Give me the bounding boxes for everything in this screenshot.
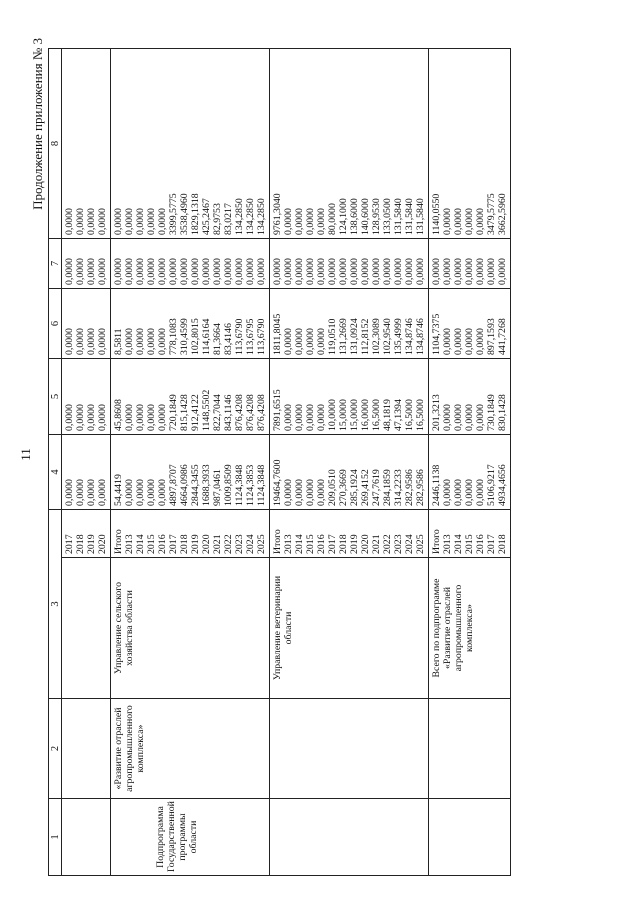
- col2-cell: [429, 699, 511, 799]
- table-row-group-subprogram-total: [429, 49, 511, 876]
- value: 0,0000: [124, 404, 135, 431]
- value: 0,0000: [305, 404, 316, 431]
- value: 5106,9217: [486, 464, 497, 506]
- value: 47,1394: [393, 399, 404, 431]
- col3-cell: [111, 558, 270, 699]
- value-cell-col6: [62, 289, 111, 359]
- value: 0,0000: [453, 328, 464, 355]
- value: 0,0000: [86, 479, 97, 506]
- value: 0,0000: [316, 328, 327, 355]
- value-cell-col7: [111, 239, 270, 289]
- value: 0,0000: [486, 258, 497, 285]
- appendix-table: [48, 48, 511, 876]
- value: 0,0000: [135, 404, 146, 431]
- year-label: 2021: [371, 534, 382, 554]
- value: 0,0000: [168, 258, 179, 285]
- value: 0,0000: [64, 208, 75, 235]
- value: 0,0000: [157, 404, 168, 431]
- value: 0,0000: [124, 258, 135, 285]
- value: 0,0000: [283, 479, 294, 506]
- year-label: 2024: [404, 534, 415, 554]
- year-label: 2019: [190, 534, 201, 554]
- col3-cell: [62, 558, 111, 699]
- value: 0,0000: [294, 328, 305, 355]
- year-label: 2025: [415, 534, 426, 554]
- value: 0,0000: [464, 208, 475, 235]
- column-number-row: [49, 49, 62, 876]
- year-label: 2025: [256, 534, 267, 554]
- value: 0,0000: [431, 258, 442, 285]
- table-row-group-veterinary: [270, 49, 429, 876]
- value: 0,0000: [360, 258, 371, 285]
- value: 282,9586: [404, 469, 415, 506]
- year-cell: [62, 510, 111, 558]
- year-label: 2017: [486, 534, 497, 554]
- value: 0,0000: [475, 328, 486, 355]
- value: 0,0000: [201, 258, 212, 285]
- value: 0,0000: [327, 258, 338, 285]
- value: 2446,1138: [431, 464, 442, 506]
- value: 0,0000: [316, 208, 327, 235]
- value-cell-col5: [111, 359, 270, 435]
- value: 0,0000: [475, 258, 486, 285]
- year-label: 2015: [464, 534, 475, 554]
- value: 0,0000: [97, 404, 108, 431]
- continuation-title: Продолжение приложения № 3: [30, 38, 45, 210]
- value: 830,1428: [497, 394, 508, 431]
- value: 113,6795: [245, 318, 256, 355]
- value: 0,0000: [294, 479, 305, 506]
- value: 3538,4960: [179, 193, 190, 235]
- value: 15,0000: [349, 399, 360, 431]
- value: 124,1000: [338, 198, 349, 235]
- value: 0,0000: [349, 258, 360, 285]
- value: 720,1849: [168, 394, 179, 431]
- value: 730,1849: [486, 394, 497, 431]
- year-label: 2023: [393, 534, 404, 554]
- value: 16,5000: [415, 399, 426, 431]
- col3-cell: [270, 558, 429, 699]
- year-label: 2019: [349, 534, 360, 554]
- value-cell-col7: [270, 239, 429, 289]
- value: 1124,3848: [256, 464, 267, 506]
- value: 1124,3853: [245, 464, 256, 506]
- subprogram-title: «Развитие отраслей агропромышленного комплекса»: [113, 705, 146, 792]
- value: 0,0000: [157, 328, 168, 355]
- value-cell-col5: [429, 359, 511, 435]
- value-cell-col4: [111, 435, 270, 510]
- year-cell: [429, 510, 511, 558]
- value: 1148,5502: [201, 389, 212, 431]
- value: 83,4146: [223, 323, 234, 355]
- value: 0,0000: [97, 328, 108, 355]
- value: 7891,6515: [272, 389, 283, 431]
- year-label: Итого: [272, 529, 283, 554]
- value: 0,0000: [146, 479, 157, 506]
- year-label: 2016: [316, 534, 327, 554]
- value: 0,0000: [86, 328, 97, 355]
- value: 131,5840: [393, 198, 404, 235]
- value: 81,3664: [212, 323, 223, 355]
- value: 0,0000: [86, 208, 97, 235]
- year-label: 2015: [305, 534, 316, 554]
- value: 9761,3040: [272, 193, 283, 235]
- year-label: 2018: [75, 534, 86, 554]
- value: 10,0000: [327, 399, 338, 431]
- value: 134,8746: [415, 318, 426, 355]
- year-label: 2021: [212, 534, 223, 554]
- value: 54,4419: [113, 474, 124, 506]
- value: 822,7044: [212, 394, 223, 431]
- value: 1140,0550: [431, 193, 442, 235]
- value: 0,0000: [146, 258, 157, 285]
- value: 209,0510: [327, 469, 338, 506]
- value: 0,0000: [442, 479, 453, 506]
- value: 138,6000: [349, 198, 360, 235]
- value: 113,6790: [256, 318, 267, 355]
- value: 0,0000: [190, 258, 201, 285]
- table-row-group-agriculture: [111, 49, 270, 876]
- year-label: 2015: [146, 534, 157, 554]
- value: 0,0000: [124, 479, 135, 506]
- value: 0,0000: [234, 258, 245, 285]
- column-header: 4: [49, 435, 62, 510]
- value: 140,6000: [360, 198, 371, 235]
- value: 0,0000: [157, 208, 168, 235]
- value: 16,5000: [371, 399, 382, 431]
- year-label: 2013: [124, 534, 135, 554]
- value: 0,0000: [305, 479, 316, 506]
- year-label: 2022: [223, 534, 234, 554]
- value: 2844,3455: [190, 464, 201, 506]
- value: 778,1083: [168, 318, 179, 355]
- value: 0,0000: [442, 208, 453, 235]
- value: 0,0000: [64, 258, 75, 285]
- value: 897,1593: [486, 318, 497, 355]
- col2-cell: [62, 699, 111, 799]
- col1-cell: [429, 799, 511, 876]
- year-label: 2020: [360, 534, 371, 554]
- year-cell: [111, 510, 270, 558]
- agency-name: Управление ветеринарии области: [272, 575, 294, 681]
- column-header: 8: [49, 49, 62, 239]
- value: 112,8152: [360, 318, 371, 355]
- value: 0,0000: [393, 258, 404, 285]
- col1-cell: [111, 799, 270, 876]
- value: 282,9586: [415, 469, 426, 506]
- value: 119,0510: [327, 318, 338, 355]
- value: 133,0500: [382, 198, 393, 235]
- value: 4897,8707: [168, 464, 179, 506]
- value: 0,0000: [464, 258, 475, 285]
- value: 0,0000: [497, 258, 508, 285]
- value: 0,0000: [294, 258, 305, 285]
- value: 0,0000: [179, 258, 190, 285]
- value-cell-col8: [270, 49, 429, 239]
- value: 0,0000: [135, 208, 146, 235]
- year-label: 2020: [97, 534, 108, 554]
- value: 0,0000: [453, 258, 464, 285]
- value: 102,9540: [382, 318, 393, 355]
- value: 987,0461: [212, 469, 223, 506]
- year-label: 2014: [294, 534, 305, 554]
- year-label: 2014: [135, 534, 146, 554]
- value: 0,0000: [75, 479, 86, 506]
- value: 4934,4656: [497, 464, 508, 506]
- value: 15,0000: [338, 399, 349, 431]
- value: 843,1146: [223, 394, 234, 431]
- value-cell-col5: [62, 359, 111, 435]
- column-header: 1: [49, 799, 62, 876]
- value-cell-col8: [111, 49, 270, 239]
- year-label: 2017: [327, 534, 338, 554]
- value: 8,5811: [113, 328, 124, 355]
- value: 0,0000: [294, 404, 305, 431]
- value: 82,9753: [212, 203, 223, 235]
- value-cell-col4: [429, 435, 511, 510]
- year-label: 2019: [86, 534, 97, 554]
- value-cell-col4: [270, 435, 429, 510]
- value: 102,8015: [190, 318, 201, 355]
- value: 310,4599: [179, 318, 190, 355]
- column-header: 5: [49, 359, 62, 435]
- value: 0,0000: [97, 208, 108, 235]
- value: 0,0000: [212, 258, 223, 285]
- value-cell-col4: [62, 435, 111, 510]
- value: 0,0000: [305, 208, 316, 235]
- value: 0,0000: [453, 479, 464, 506]
- value: 102,3089: [371, 318, 382, 355]
- value: 0,0000: [124, 208, 135, 235]
- value: 0,0000: [442, 328, 453, 355]
- value: 16,5000: [404, 399, 415, 431]
- col3-cell: [429, 558, 511, 699]
- year-label: 2020: [201, 534, 212, 554]
- value: 425,2467: [201, 198, 212, 235]
- value: 247,7619: [371, 469, 382, 506]
- value: 4664,0986: [179, 464, 190, 506]
- subprogram-total-label: Всего по подпрограмме «Развитие отраслей агропромышленного комплекса»: [431, 578, 475, 678]
- value: 314,2233: [393, 469, 404, 506]
- value: 45,8608: [113, 399, 124, 431]
- value: 0,0000: [146, 404, 157, 431]
- value: 0,0000: [475, 404, 486, 431]
- value: 0,0000: [464, 404, 475, 431]
- value: 0,0000: [316, 404, 327, 431]
- value: 912,4122: [190, 394, 201, 431]
- year-label: 2016: [157, 534, 168, 554]
- value: 3399,5775: [168, 193, 179, 235]
- value: 0,0000: [97, 479, 108, 506]
- value: 0,0000: [382, 258, 393, 285]
- value: 0,0000: [97, 258, 108, 285]
- table-row-group-continuation: [62, 49, 111, 876]
- value: 876,4208: [256, 394, 267, 431]
- value: 0,0000: [305, 328, 316, 355]
- value: 0,0000: [294, 208, 305, 235]
- value: 1688,3933: [201, 464, 212, 506]
- year-label: Итого: [431, 529, 442, 554]
- value: 0,0000: [86, 404, 97, 431]
- value: 1811,8045: [272, 313, 283, 355]
- value: 0,0000: [371, 258, 382, 285]
- year-label: 2018: [497, 534, 508, 554]
- year-label: 2024: [245, 534, 256, 554]
- column-header: 3: [49, 510, 62, 699]
- value: 0,0000: [157, 479, 168, 506]
- value: 113,6790: [234, 318, 245, 355]
- value: 0,0000: [64, 328, 75, 355]
- value: 3662,5960: [497, 193, 508, 235]
- year-label: 2013: [283, 534, 294, 554]
- column-header: 7: [49, 239, 62, 289]
- year-label: 2017: [168, 534, 179, 554]
- value: 1009,8509: [223, 464, 234, 506]
- value: 0,0000: [464, 328, 475, 355]
- value-cell-col6: [111, 289, 270, 359]
- value: 0,0000: [283, 258, 294, 285]
- value: 0,0000: [272, 258, 283, 285]
- value: 0,0000: [475, 208, 486, 235]
- value: 0,0000: [453, 208, 464, 235]
- page-number: 11: [18, 448, 33, 461]
- year-cell: [270, 510, 429, 558]
- value: 0,0000: [256, 258, 267, 285]
- subprogram-label: Подпрограмма Государственной программы области: [155, 801, 199, 872]
- value: 0,0000: [404, 258, 415, 285]
- value: 1829,1318: [190, 193, 201, 235]
- value: 0,0000: [442, 404, 453, 431]
- value: 1124,3848: [234, 464, 245, 506]
- value: 284,1859: [382, 469, 393, 506]
- value: 815,1428: [179, 394, 190, 431]
- value: 0,0000: [135, 328, 146, 355]
- value: 0,0000: [157, 258, 168, 285]
- value-cell-col7: [62, 239, 111, 289]
- value-cell-col7: [429, 239, 511, 289]
- value: 134,2850: [256, 198, 267, 235]
- value: 114,6164: [201, 318, 212, 355]
- value: 0,0000: [113, 258, 124, 285]
- value: 0,0000: [338, 258, 349, 285]
- value: 0,0000: [475, 479, 486, 506]
- value: 0,0000: [64, 479, 75, 506]
- value: 1104,7375: [431, 313, 442, 355]
- value: 0,0000: [64, 404, 75, 431]
- value: 131,5840: [404, 198, 415, 235]
- value: 0,0000: [75, 328, 86, 355]
- value: 128,9530: [371, 198, 382, 235]
- value: 269,4152: [360, 469, 371, 506]
- col1-cell: [270, 799, 429, 876]
- value: 270,3669: [338, 469, 349, 506]
- year-label: 2023: [234, 534, 245, 554]
- value: 0,0000: [146, 208, 157, 235]
- value: 0,0000: [283, 208, 294, 235]
- value: 0,0000: [223, 258, 234, 285]
- value: 0,0000: [75, 258, 86, 285]
- column-header: 2: [49, 699, 62, 799]
- value-cell-col6: [270, 289, 429, 359]
- value: 201,3213: [431, 394, 442, 431]
- rotated-page: [4, 8, 636, 901]
- value-cell-col8: [429, 49, 511, 239]
- value: 0,0000: [415, 258, 426, 285]
- value: 876,4208: [234, 394, 245, 431]
- year-label: 2014: [453, 534, 464, 554]
- year-label: Итого: [113, 529, 124, 554]
- value: 0,0000: [464, 479, 475, 506]
- value: 0,0000: [453, 404, 464, 431]
- agency-name: Управление сельского хозяйства области: [113, 582, 135, 674]
- year-label: 2018: [179, 534, 190, 554]
- column-header: 6: [49, 289, 62, 359]
- year-label: 2016: [475, 534, 486, 554]
- value: 19464,7600: [272, 459, 283, 506]
- value-cell-col5: [270, 359, 429, 435]
- col2-cell: [111, 699, 270, 799]
- value: 0,0000: [86, 258, 97, 285]
- value: 0,0000: [283, 328, 294, 355]
- value: 0,0000: [305, 258, 316, 285]
- value-cell-col6: [429, 289, 511, 359]
- value: 0,0000: [124, 328, 135, 355]
- value: 134,2850: [234, 198, 245, 235]
- value: 0,0000: [135, 258, 146, 285]
- appendix-table-container: [48, 49, 511, 876]
- value: 80,0000: [327, 203, 338, 235]
- value: 0,0000: [146, 328, 157, 355]
- value: 0,0000: [283, 404, 294, 431]
- year-label: 2022: [382, 534, 393, 554]
- col1-cell: [62, 799, 111, 876]
- value: 0,0000: [75, 404, 86, 431]
- value: 0,0000: [442, 258, 453, 285]
- value: 0,0000: [135, 479, 146, 506]
- value: 876,4208: [245, 394, 256, 431]
- value: 131,5840: [415, 198, 426, 235]
- value: 0,0000: [316, 258, 327, 285]
- value: 441,7268: [497, 318, 508, 355]
- value: 134,8746: [404, 318, 415, 355]
- value: 0,0000: [113, 208, 124, 235]
- value: 3479,5775: [486, 193, 497, 235]
- value: 16,0000: [360, 399, 371, 431]
- value: 0,0000: [75, 208, 86, 235]
- value-cell-col8: [62, 49, 111, 239]
- col2-cell: [270, 699, 429, 799]
- value: 48,1819: [382, 399, 393, 431]
- year-label: 2013: [442, 534, 453, 554]
- value: 285,1924: [349, 469, 360, 506]
- value: 131,2669: [338, 318, 349, 355]
- value: 0,0000: [245, 258, 256, 285]
- value: 134,2850: [245, 198, 256, 235]
- year-label: 2018: [338, 534, 349, 554]
- year-label: 2017: [64, 534, 75, 554]
- value: 0,0000: [316, 479, 327, 506]
- value: 135,4999: [393, 318, 404, 355]
- value: 131,0924: [349, 318, 360, 355]
- value: 83,0217: [223, 203, 234, 235]
